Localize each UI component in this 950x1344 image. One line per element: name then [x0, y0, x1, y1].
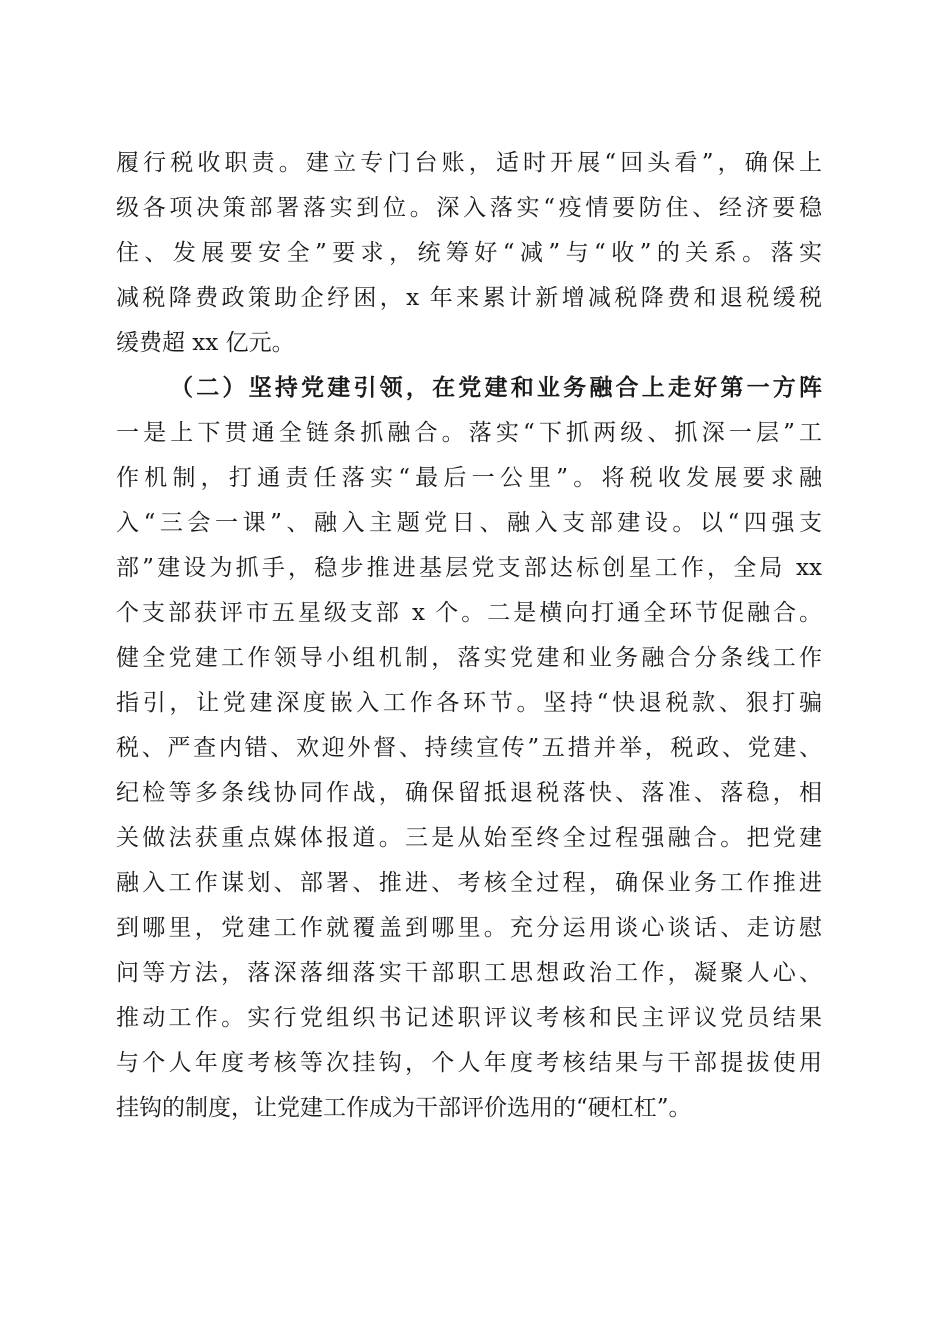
text-line: 个支部获评市五星级支部 x 个。二是横向打通全环节促融合。 — [116, 600, 822, 626]
text-line: 到哪里，党建工作就覆盖到哪里。充分运用谈心谈话、走访慰 — [116, 915, 822, 941]
text-line: 纪检等多条线协同作战，确保留抵退税落快、落准、落稳，相 — [116, 780, 822, 806]
text-line: 履行税收职责。建立专门台账，适时开展“回头看”，确保上 — [116, 150, 822, 176]
text-line: 关做法获重点媒体报道。三是从始至终全过程强融合。把党建 — [116, 825, 822, 851]
text-line: 住、发展要安全”要求，统筹好“减”与“收”的关系。落实 — [116, 240, 822, 266]
text-line: 减税降费政策助企纾困，x 年来累计新增减税降费和退税缓税 — [116, 285, 822, 311]
text-line: 与个人年度考核等次挂钩，个人年度考核结果与干部提拔使用 — [116, 1050, 822, 1076]
text-line: 税、严查内错、欢迎外督、持续宣传”五措并举，税政、党建、 — [116, 735, 822, 761]
text-line: 指引，让党建深度嵌入工作各环节。坚持“快退税款、狠打骗 — [116, 690, 822, 716]
text-line: 融入工作谋划、部署、推进、考核全过程，确保业务工作推进 — [116, 870, 822, 896]
text-line: 一是上下贯通全链条抓融合。落实“下抓两级、抓深一层”工 — [116, 420, 822, 446]
text-line: 入“三会一课”、融入主题党日、融入支部建设。以“四强支 — [116, 510, 822, 536]
text-line: 挂钩的制度，让党建工作成为干部评价选用的“硬杠杠”。 — [116, 1095, 692, 1121]
text-line: 部”建设为抓手，稳步推进基层党支部达标创星工作，全局 xx — [116, 555, 822, 581]
section-heading: （二）坚持党建引领，在党建和业务融合上走好第一方阵 — [170, 374, 822, 401]
text-line: 级各项决策部署落实到位。深入落实“疫情要防住、经济要稳 — [116, 195, 822, 221]
text-line: 问等方法，落深落细落实干部职工思想政治工作，凝聚人心、 — [116, 960, 822, 986]
text-line: 健全党建工作领导小组机制，落实党建和业务融合分条线工作 — [116, 645, 822, 671]
text-line: 缓费超 xx 亿元。 — [116, 330, 295, 356]
text-line: 作机制，打通责任落实“最后一公里”。将税收发展要求融 — [116, 465, 822, 491]
text-line: 推动工作。实行党组织书记述职评议考核和民主评议党员结果 — [116, 1005, 822, 1031]
